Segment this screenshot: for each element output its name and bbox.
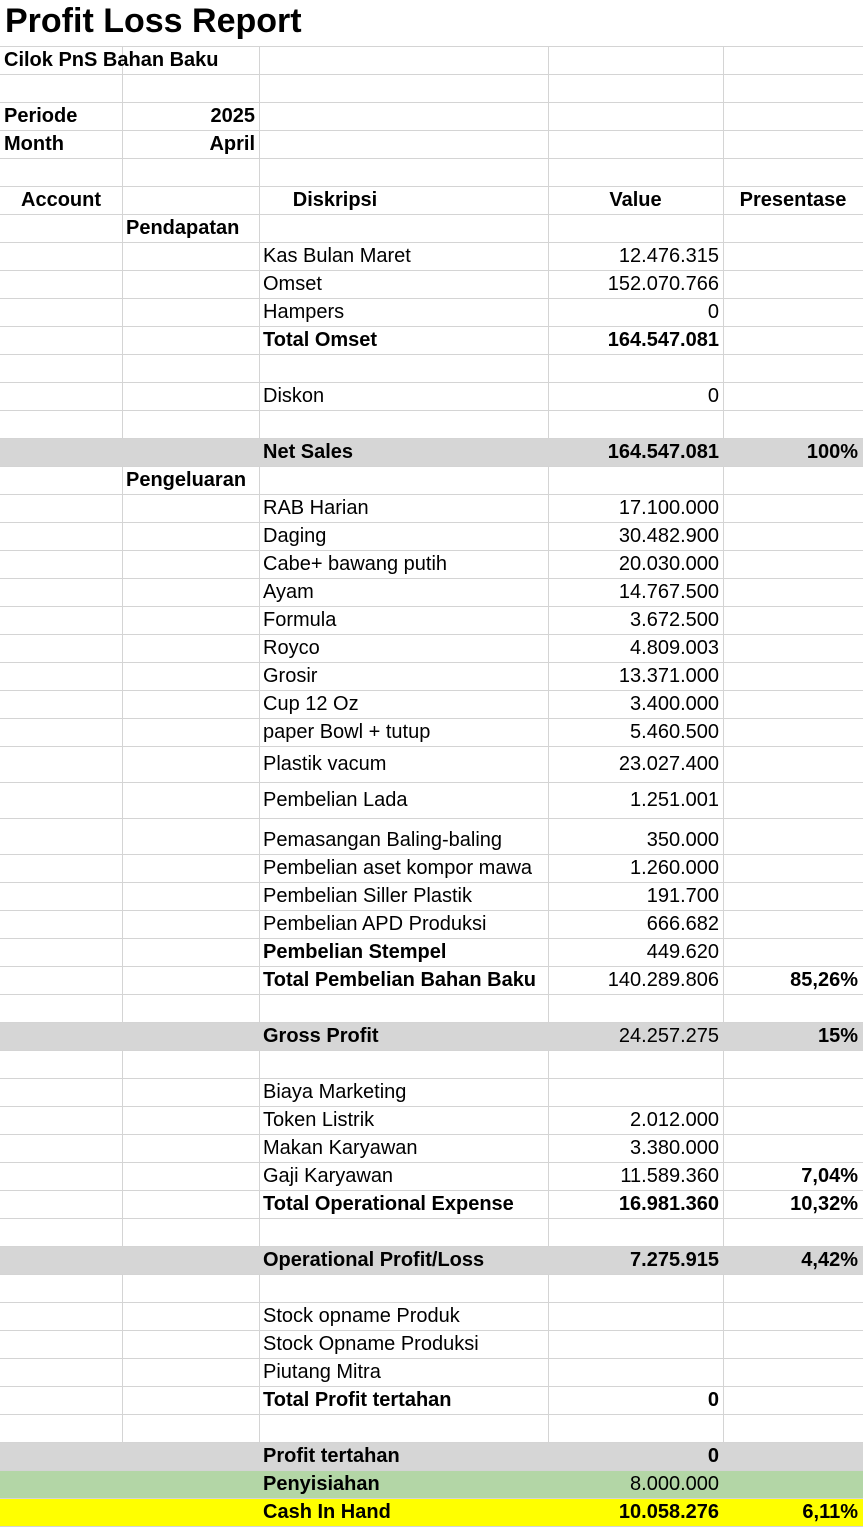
row-label: Pembelian APD Produksi [263,913,487,935]
total-omset-label: Total Omset [263,329,378,351]
table-row [0,1163,863,1191]
row-label: Kas Bulan Maret [263,245,411,267]
operational-profit-row [0,1247,863,1275]
row-label: Plastik vacum [263,753,387,775]
total-opex-row [0,1191,863,1219]
table-row [0,1107,863,1135]
empty-row [0,995,863,1023]
row-label: Piutang Mitra [263,1361,381,1383]
header-value: Value [609,189,662,211]
total-opex-pct: 10,32% [790,1193,858,1215]
period-row [0,103,863,131]
table-row [0,783,863,819]
row-value: 23.027.400 [618,753,719,775]
profit-retained-row [0,1443,863,1471]
table-row [0,719,863,747]
table-row [0,243,863,271]
row-label: Pembelian aset kompor mawa [263,857,533,879]
gross-profit-value: 24.257.275 [618,1025,719,1047]
empty-row [0,1051,863,1079]
total-retained-value: 0 [707,1389,719,1411]
title-row [0,0,863,47]
row-value: 1.251.001 [630,789,719,811]
header-row [0,187,863,215]
income-section-label: Pendapatan [126,217,240,239]
row-value: 449.620 [646,941,719,963]
empty-row [0,1415,863,1443]
row-label: Gaji Karyawan [263,1165,394,1187]
row-label: Hampers [263,301,345,323]
total-purchases-pct: 85,26% [790,969,858,991]
header-account: Account [21,189,101,211]
period-value: 2025 [210,105,255,127]
table-row [0,911,863,939]
row-pct [723,1107,863,1134]
table-row [0,1359,863,1387]
row-value: 1.260.000 [630,857,719,879]
discount-value: 0 [707,385,719,407]
total-opex-label: Total Operational Expense [263,1193,514,1215]
total-purchases-value: 140.289.806 [607,969,719,991]
row-value: 666.682 [646,913,719,935]
allowance-label: Penyisiahan [263,1473,380,1495]
row-value: 11.589.360 [620,1165,719,1187]
row-label: Formula [263,609,337,631]
expense-section-label: Pengeluaran [126,469,247,491]
empty-row [0,1219,863,1247]
page-title: Profit Loss Report [5,2,302,40]
total-omset-row [0,327,863,355]
row-value: 191.700 [646,885,719,907]
row-label: Token Listrik [263,1109,375,1131]
row-label: RAB Harian [263,497,369,519]
table-row [0,747,863,783]
discount-label: Diskon [263,385,325,407]
row-value: 30.482.900 [618,525,719,547]
table-row [0,607,863,635]
table-row [0,299,863,327]
row-label: Makan Karyawan [263,1137,418,1159]
allowance-value: 8.000.000 [630,1473,719,1495]
cash-in-hand-row [0,1499,863,1527]
operational-profit-value: 7.275.915 [630,1249,719,1271]
row-label: Daging [263,525,327,547]
total-purchases-row [0,967,863,995]
row-value: 5.460.500 [630,721,719,743]
table-row [0,1079,863,1107]
row-value [548,1079,723,1106]
row-value: 17.100.000 [618,497,719,519]
table-row [0,855,863,883]
table-row [0,271,863,299]
expense-section-row [0,467,863,495]
row-value: 0 [707,301,719,323]
empty-row [0,159,863,187]
row-value: 2.012.000 [630,1109,719,1131]
header-description: Diskripsi [292,189,378,211]
table-row [0,523,863,551]
cash-in-hand-label: Cash In Hand [263,1501,391,1523]
table-row [0,883,863,911]
row-value: 3.400.000 [630,693,719,715]
row-pct [723,1079,863,1106]
row-label: Pembelian Lada [263,789,408,811]
gross-profit-pct: 15% [817,1025,858,1047]
table-row [0,691,863,719]
row-label: Stock Opname Produksi [263,1333,479,1355]
period-label: Periode [4,105,78,127]
row-label: Pemasangan Baling-baling [263,829,503,851]
row-label: Biaya Marketing [263,1081,407,1103]
empty-row [0,75,863,103]
row-value: 13.371.000 [618,665,719,687]
table-row [0,495,863,523]
row-value: 3.672.500 [630,609,719,631]
month-label: Month [4,133,64,155]
row-value: 350.000 [646,829,719,851]
operational-profit-pct: 4,42% [801,1249,858,1271]
table-row [0,1331,863,1359]
total-opex-value: 16.981.360 [618,1193,719,1215]
gross-profit-label: Gross Profit [263,1025,379,1047]
row-value: 3.380.000 [630,1137,719,1159]
row-label: Pembelian Stempel [263,941,447,963]
row-label: Pembelian Siller Plastik [263,885,472,907]
total-retained-row [0,1387,863,1415]
empty-row [0,411,863,439]
income-section-row [0,215,863,243]
row-pct: 7,04% [801,1165,858,1187]
allowance-row [0,1471,863,1499]
cash-in-hand-pct: 6,11% [802,1501,858,1523]
profit-retained-label: Profit tertahan [263,1445,400,1467]
profit-retained-value: 0 [707,1445,719,1467]
net-sales-row [0,439,863,467]
subtitle: Cilok PnS Bahan Baku [4,49,219,71]
month-value: April [209,133,255,155]
total-purchases-label: Total Pembelian Bahan Baku [263,969,537,991]
table-row [0,635,863,663]
row-label: paper Bowl + tutup [263,721,431,743]
table-row [0,551,863,579]
empty-row [0,1275,863,1303]
net-sales-value: 164.547.081 [607,441,719,463]
total-omset-value: 164.547.081 [607,329,719,351]
month-row [0,131,863,159]
row-label: Grosir [263,665,318,687]
discount-row [0,383,863,411]
row-value: 12.476.315 [618,245,719,267]
empty-row [0,355,863,383]
table-row [0,579,863,607]
table-row [0,939,863,967]
table-row [0,819,863,855]
header-percentage: Presentase [739,189,847,211]
row-value: 152.070.766 [607,273,719,295]
net-sales-label: Net Sales [263,441,354,463]
table-row [0,1135,863,1163]
net-sales-pct: 100% [806,441,858,463]
subtitle-row [0,47,863,75]
total-retained-label: Total Profit tertahan [263,1389,452,1411]
row-label: Cabe+ bawang putih [263,553,448,575]
cash-in-hand-value: 10.058.276 [618,1501,719,1523]
row-label: Royco [263,637,320,659]
row-value: 20.030.000 [618,553,719,575]
table-row [0,1303,863,1331]
row-label: Ayam [263,581,314,603]
row-pct [723,1135,863,1162]
table-row [0,663,863,691]
row-value: 14.767.500 [618,581,719,603]
row-value: 4.809.003 [630,637,719,659]
row-label: Omset [263,273,322,295]
row-label: Stock opname Produk [263,1305,460,1327]
gross-profit-row [0,1023,863,1051]
operational-profit-label: Operational Profit/Loss [263,1249,485,1271]
row-label: Cup 12 Oz [263,693,359,715]
